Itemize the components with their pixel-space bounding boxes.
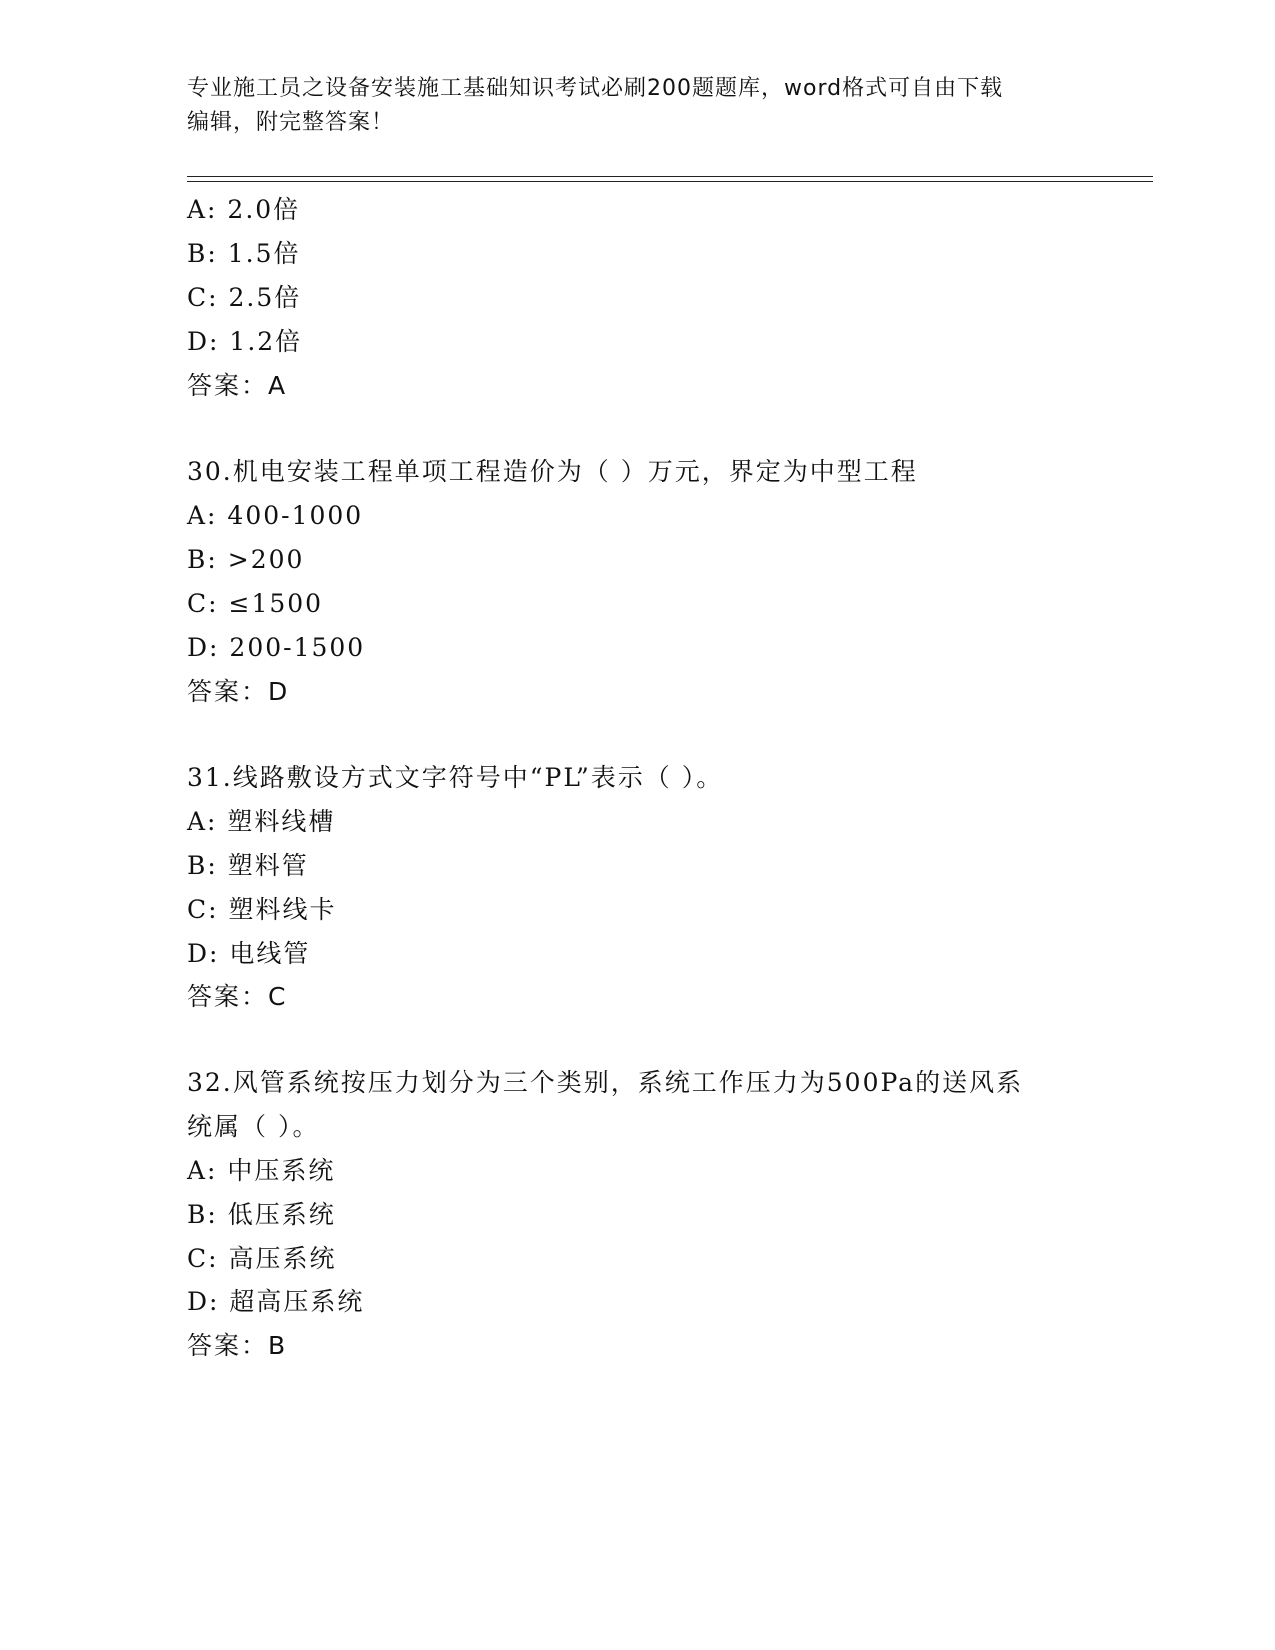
q31-answer: 答案：C bbox=[187, 982, 288, 1011]
q29-answer: 答案：A bbox=[187, 371, 288, 400]
q31-question: 31.线路敷设方式文字符号中“PL”表示（ ）。 bbox=[187, 763, 724, 792]
q32-question-line-1: 32.风管系统按压力划分为三个类别，系统工作压力为500Pa的送风系 bbox=[187, 1068, 1024, 1097]
q32-option-b: B: 低压系统 bbox=[187, 1200, 336, 1229]
q30-question: 30.机电安装工程单项工程造价为（ ）万元，界定为中型工程 bbox=[187, 457, 918, 486]
q29-option-c: C: 2.5倍 bbox=[187, 283, 302, 312]
header-rule-top bbox=[187, 176, 1153, 177]
header-line-2: 编辑，附完整答案！ bbox=[187, 110, 395, 135]
q31-option-c: C: 塑料线卡 bbox=[187, 895, 337, 924]
q29-option-b: B: 1.5倍 bbox=[187, 239, 301, 268]
q30-option-a: A: 400-1000 bbox=[187, 501, 364, 530]
q30-answer: 答案：D bbox=[187, 677, 290, 706]
q32-option-d: D: 超高压系统 bbox=[187, 1287, 365, 1316]
q32-option-a: A: 中压系统 bbox=[187, 1156, 336, 1185]
q31-option-a: A: 塑料线槽 bbox=[187, 807, 336, 836]
header-line-1: 专业施工员之设备安装施工基础知识考试必刷200题题库，word格式可自由下载 bbox=[187, 76, 1004, 101]
q29-option-d: D: 1.2倍 bbox=[187, 327, 303, 356]
q32-option-c: C: 高压系统 bbox=[187, 1244, 337, 1273]
q30-option-c: C: ≤1500 bbox=[187, 589, 324, 618]
q32-answer: 答案：B bbox=[187, 1331, 288, 1360]
q30-option-b: B: >200 bbox=[187, 545, 305, 574]
q31-option-b: B: 塑料管 bbox=[187, 851, 309, 880]
q31-option-d: D: 电线管 bbox=[187, 939, 311, 968]
q29-option-a: A: 2.0倍 bbox=[187, 195, 301, 224]
document-header bbox=[187, 72, 1087, 140]
q30-option-d: D: 200-1500 bbox=[187, 633, 366, 662]
q32-question-line-2: 统属（ ）。 bbox=[187, 1112, 320, 1141]
header-rule-bottom bbox=[187, 181, 1153, 182]
